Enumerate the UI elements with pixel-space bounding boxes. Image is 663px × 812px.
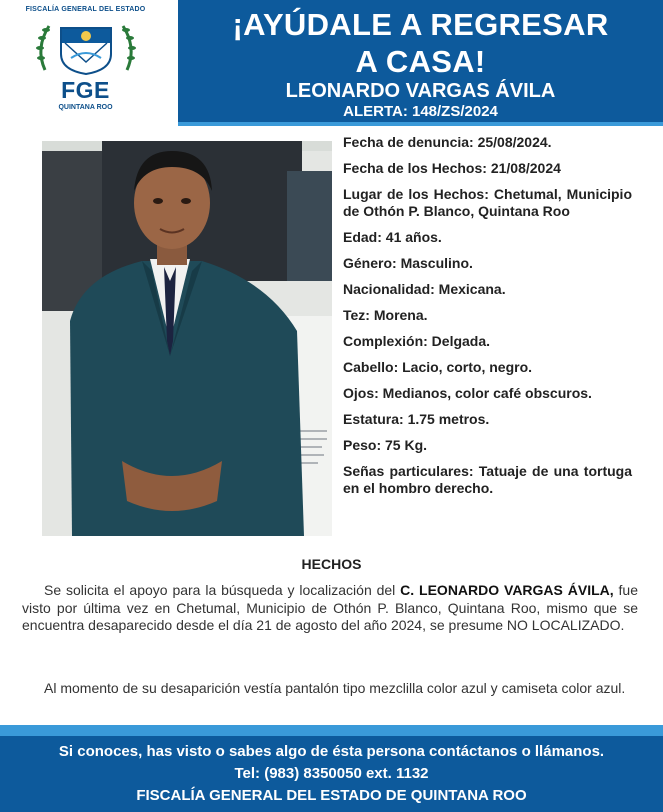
footer-phone: Tel: (983) 8350050 ext. 1132 (234, 765, 429, 782)
headline-line-1: ¡AYÚDALE A REGRESAR (232, 7, 609, 42)
detail-fecha-hechos: Fecha de los Hechos: 21/08/2024 (343, 160, 561, 176)
headline-line-2: A CASA! (355, 44, 486, 79)
logo-acronym: FGE (61, 77, 110, 103)
detail-nacionalidad: Nacionalidad: Mexicana. (343, 281, 506, 297)
person-details (343, 134, 632, 506)
hechos-p1-name: C. LEONARDO VARGAS ÁVILA, (400, 582, 614, 598)
detail-tez: Tez: Morena. (343, 307, 428, 323)
hechos-p1-body: fue visto por última vez en Chetumal, Municipio de Othón P. Blanco, Quintana Roo, mismo que se encuentra desaparecido desde el día 21 de agosto del año 2024, se presume NO LOCALIZADO. (22, 582, 638, 633)
detail-ojos: Ojos: Medianos, color café obscuros. (343, 385, 592, 401)
headline (178, 6, 663, 80)
detail-fecha-denuncia: Fecha de denuncia: 25/08/2024. (343, 134, 552, 150)
hechos-paragraph-1 (22, 582, 638, 635)
detail-genero: Género: Masculino. (343, 255, 473, 271)
hechos-paragraph-2: Al momento de su desaparición vestía pantalón tipo mezclilla color azul y camiseta color azul. (44, 680, 626, 696)
hechos-p1-intro: Se solicita el apoyo para la búsqueda y localización del (44, 582, 401, 598)
detail-lugar-hechos: Lugar de los Hechos: Chetumal, Municipio de Othón P. Blanco, Quintana Roo (343, 186, 632, 219)
footer-institution: FISCALÍA GENERAL DEL ESTADO DE QUINTANA ROO (136, 787, 527, 804)
state-seal-icon (31, 18, 141, 76)
missing-person-photo (42, 141, 332, 536)
footer-contact-message: Si conoces, has visto o sabes algo de ésta persona contáctanos o llámanos. (58, 743, 605, 760)
detail-senas-particulares: Señas particulares: Tatuaje de una tortuga en el hombro derecho. (343, 463, 632, 496)
fge-logo (8, 4, 163, 126)
detail-peso: Peso: 75 Kg. (343, 437, 428, 453)
detail-complexion: Complexión: Delgada. (343, 333, 491, 349)
logo-top-text: FISCALÍA GENERAL DEL ESTADO (25, 6, 146, 13)
hechos-heading: HECHOS (301, 556, 362, 572)
detail-estatura: Estatura: 1.75 metros. (343, 411, 490, 427)
missing-person-name: LEONARDO VARGAS ÁVILA (285, 80, 556, 102)
alert-number: ALERTA: 148/ZS/2024 (343, 103, 498, 120)
detail-edad: Edad: 41 años. (343, 229, 442, 245)
logo-bottom-text: QUINTANA ROO (58, 104, 113, 111)
detail-cabello: Cabello: Lacio, corto, negro. (343, 359, 533, 375)
